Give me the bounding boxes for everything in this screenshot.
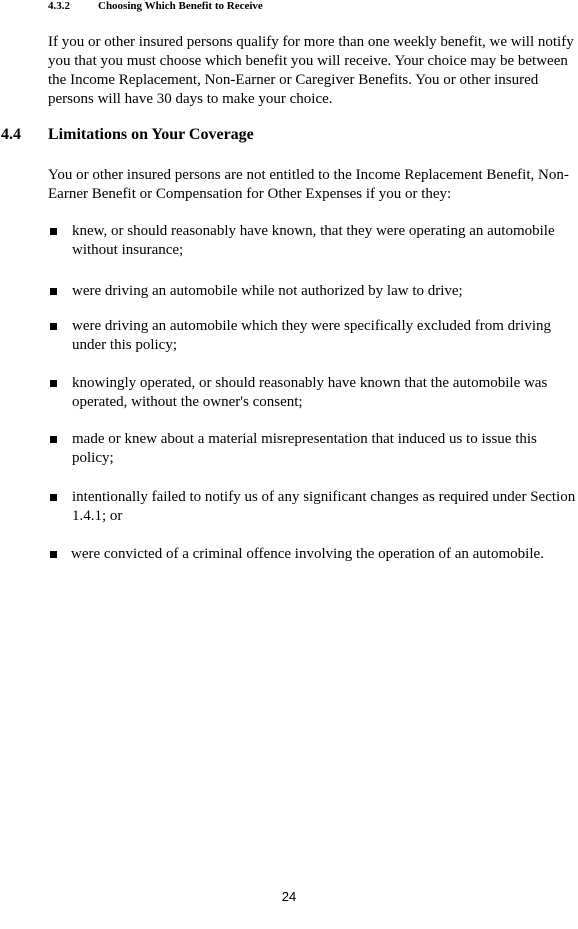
bullet-square-icon [50,436,57,443]
subsection-title: Choosing Which Benefit to Receive [98,0,263,12]
list-item-text: intentionally failed to notify us of any significant changes as required under Section 1.4.1; or [72,489,576,524]
section-heading [1,126,254,144]
list-item [48,545,578,564]
section-number: 4.4 [1,126,21,143]
bullet-square-icon [50,380,57,387]
list-item-text: knew, or should reasonably have known, that they were operating an automobile without insurance; [72,223,555,258]
subsection-number: 4.3.2 [48,0,70,12]
list-item-text: made or knew about a material misrepresentation that induced us to issue this policy; [72,431,537,466]
list-item [48,430,578,468]
page-number: 24 [281,889,297,904]
subsection-heading [48,0,263,12]
bullet-square-icon [50,288,57,295]
bullet-square-icon [50,551,57,558]
section-title: Limitations on Your Coverage [48,126,254,143]
list-item-text: knowingly operated, or should reasonably have known that the automobile was operated, without the owner's consent; [72,375,548,410]
bullet-square-icon [50,323,57,330]
list-item-text: were driving an automobile which they were specifically excluded from driving under this policy; [72,318,552,353]
list-item [48,282,578,301]
list-item [48,317,578,355]
paragraph-choose-benefit: If you or other insured persons qualify for more than one weekly benefit, we will notify you that you must choose which benefit you will receive. Your choice may be between the Income Replacement, Non-Earner or Caregiver Benefits. You or other insured persons will have 30 days to make your choice. [48,34,574,107]
list-item [48,222,578,260]
paragraph-limitations-intro: You or other insured persons are not entitled to the Income Replacement Benefit, Non-Earner Benefit or Compensation for Other Expenses if you or they: [48,167,569,202]
list-item-text: were driving an automobile while not authorized by law to drive; [72,283,463,299]
list-item-text: were convicted of a criminal offence involving the operation of an automobile. [71,546,544,562]
list-item [48,374,578,412]
bullet-square-icon [50,494,57,501]
list-item [48,488,578,526]
bullet-square-icon [50,228,57,235]
